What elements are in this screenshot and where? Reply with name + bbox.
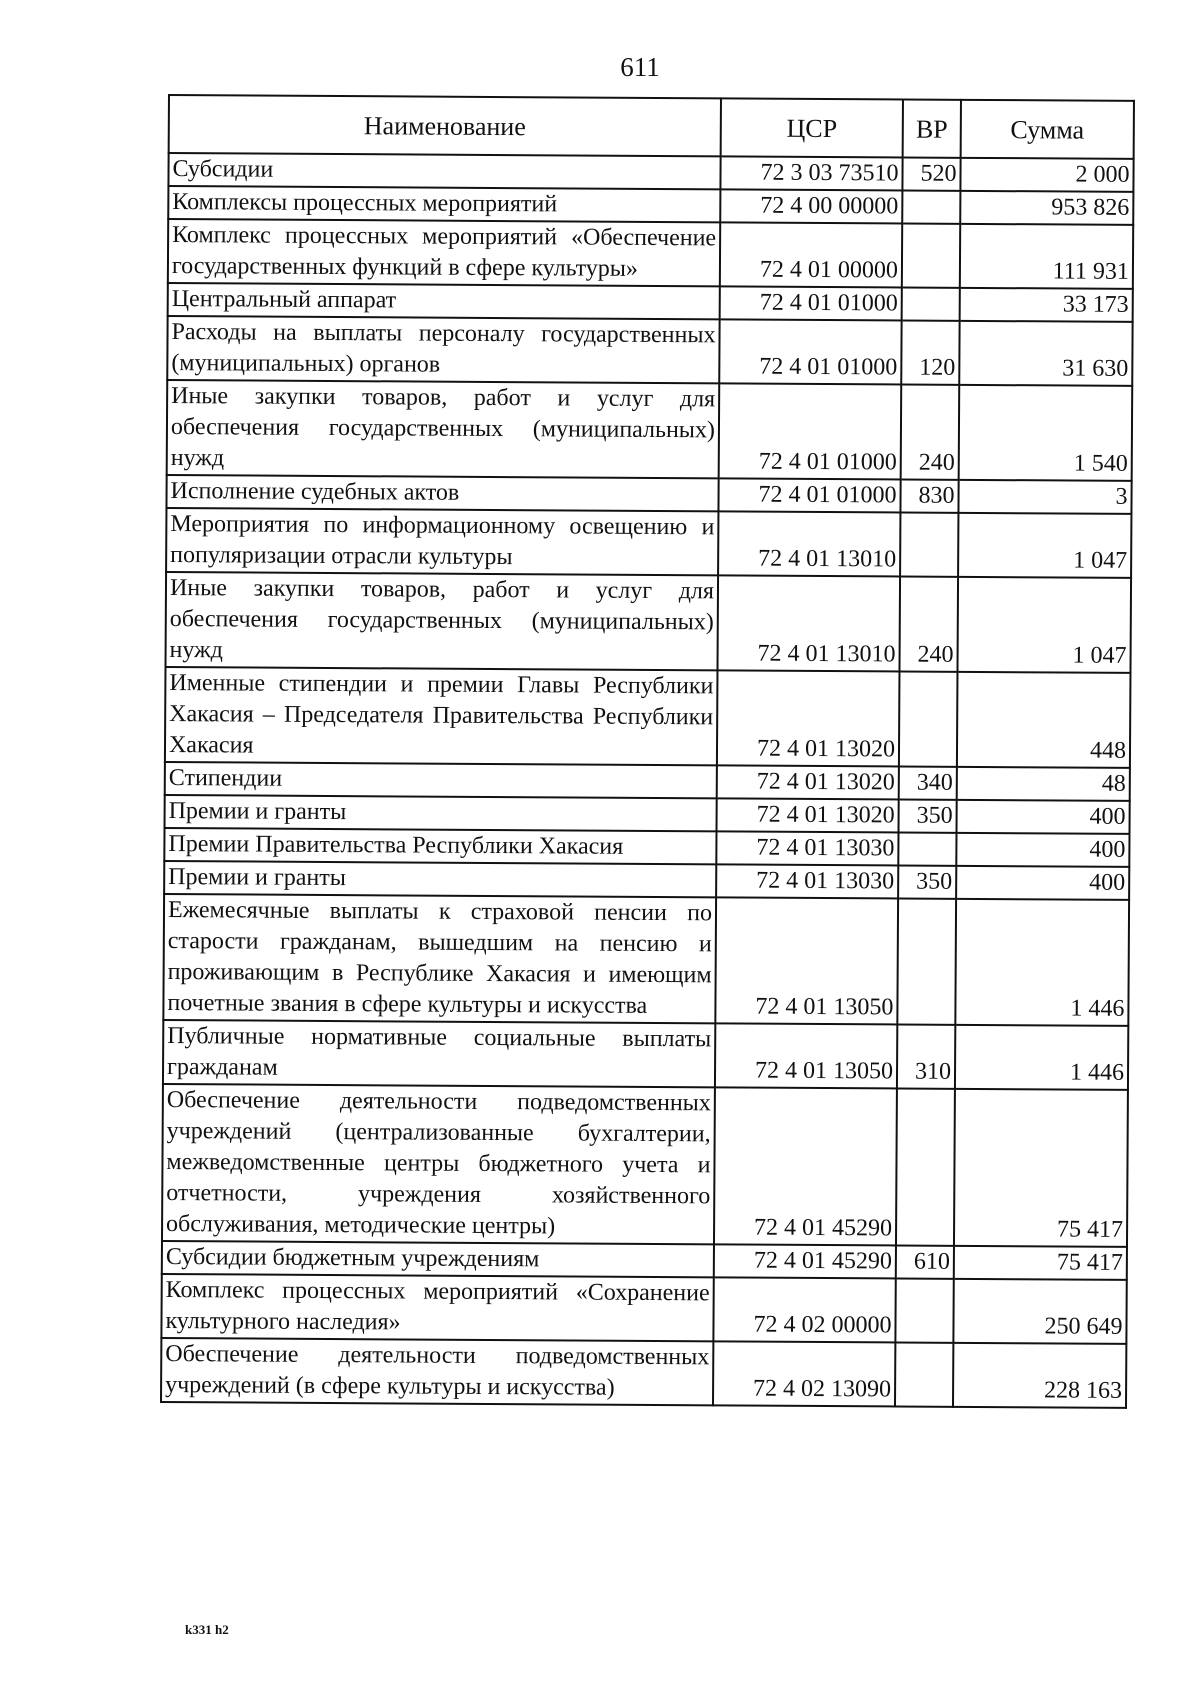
row-csr: 72 4 01 13020: [717, 798, 899, 832]
row-name: Иные закупки товаров, работ и услуг для обеспечения государственных (муниципальных) нужд: [165, 572, 718, 670]
row-name: Комплексы процессных мероприятий: [168, 186, 720, 222]
row-csr: 72 4 01 01000: [720, 286, 902, 320]
row-csr: 72 4 01 13020: [717, 765, 899, 799]
row-sum: 400: [957, 800, 1130, 834]
row-vr: [902, 223, 960, 287]
row-name: Публичные нормативные социальные выплаты гражданам: [163, 1020, 715, 1087]
row-csr: 72 4 01 13020: [717, 670, 900, 766]
row-name: Расходы на выплаты персоналу государственных (муниципальных) органов: [167, 316, 719, 383]
row-name: Мероприятия по информационному освещению и популяризации отрасли культуры: [166, 508, 718, 575]
row-sum: 400: [956, 833, 1129, 867]
table-row: [167, 316, 1132, 386]
row-vr: [902, 287, 960, 320]
row-csr: 72 4 01 13010: [717, 575, 900, 671]
table-row: [163, 1020, 1128, 1090]
row-name: Центральный аппарат: [168, 283, 720, 319]
row-sum: 1 047: [958, 513, 1131, 578]
row-csr: 72 4 00 00000: [720, 189, 902, 223]
row-sum: 228 163: [953, 1343, 1126, 1408]
row-vr: [896, 1088, 955, 1245]
row-sum: 31 630: [959, 321, 1132, 386]
page-number: 611: [620, 52, 660, 82]
table-row: [161, 1338, 1126, 1408]
row-vr: 240: [899, 576, 958, 671]
table-row: [165, 572, 1131, 673]
row-vr: [902, 190, 960, 223]
row-sum: 75 417: [954, 1089, 1128, 1247]
row-name: Обеспечение деятельности подведомственных учреждений (в сфере культуры и искусства): [161, 1338, 713, 1405]
row-name: Премии Правительства Республики Хакасия: [164, 828, 716, 864]
row-name: Ежемесячные выплаты к страховой пенсии по старости гражданам, вышедшим на пенсию и проживающим в Республике Хакасия и имеющим почетные звания в сфере культуры и искусства: [163, 894, 716, 1023]
row-sum: 1 047: [957, 577, 1131, 673]
row-sum: 1 540: [959, 385, 1133, 481]
row-name: Комплекс процессных мероприятий «Обеспечение государственных функций в сфере культуры»: [168, 219, 720, 286]
header-sum: Сумма: [961, 100, 1134, 159]
row-vr: 340: [899, 766, 957, 799]
row-csr: 72 4 01 45290: [714, 1244, 896, 1278]
row-sum: 75 417: [954, 1246, 1127, 1280]
row-csr: 72 3 03 73510: [720, 156, 902, 190]
row-vr: 120: [901, 320, 959, 384]
row-vr: 240: [901, 384, 960, 479]
row-vr: [900, 512, 958, 576]
row-csr: 72 4 01 13050: [715, 1023, 897, 1088]
row-vr: 350: [899, 799, 957, 832]
row-csr: 72 4 01 13010: [718, 511, 900, 576]
row-csr: 72 4 01 13030: [716, 831, 898, 865]
row-sum: 1 446: [955, 899, 1129, 1026]
row-csr: 72 4 01 01000: [719, 319, 901, 384]
row-csr: 72 4 01 13050: [715, 897, 898, 1024]
row-name: Субсидии бюджетным учреждениям: [162, 1241, 714, 1277]
row-csr: 72 4 01 00000: [720, 222, 902, 287]
row-sum: 33 173: [960, 288, 1133, 322]
budget-table: [160, 94, 1135, 1409]
row-vr: [897, 898, 956, 1024]
row-csr: 72 4 02 00000: [713, 1277, 895, 1342]
table-row: [167, 380, 1133, 481]
row-sum: 48: [957, 767, 1130, 801]
row-sum: 2 000: [960, 158, 1133, 192]
row-vr: [895, 1342, 953, 1406]
table-header-row: [169, 95, 1134, 159]
row-vr: 610: [896, 1245, 954, 1278]
row-vr: [895, 1278, 953, 1342]
row-vr: 520: [902, 157, 960, 190]
row-name: Субсидии: [168, 153, 720, 189]
footer-code: k331 h2: [185, 1622, 229, 1637]
row-csr: 72 4 01 45290: [714, 1087, 897, 1245]
table-row: [162, 1084, 1128, 1247]
row-csr: 72 4 01 01000: [718, 478, 900, 512]
row-vr: 350: [898, 865, 956, 898]
row-csr: 72 4 01 01000: [719, 383, 902, 479]
row-vr: [899, 671, 958, 766]
table-row: [166, 508, 1131, 578]
row-vr: 310: [897, 1024, 955, 1088]
row-sum: 3: [958, 480, 1131, 514]
row-name: Премии и гранты: [165, 795, 717, 831]
row-sum: 1 446: [955, 1025, 1128, 1090]
row-name: Комплекс процессных мероприятий «Сохранение культурного наследия»: [161, 1274, 713, 1341]
row-sum: 448: [957, 672, 1131, 768]
table-row: [165, 667, 1131, 768]
row-sum: 111 931: [960, 224, 1133, 289]
row-vr: 830: [900, 479, 958, 512]
header-name: Наименование: [169, 95, 721, 156]
header-csr: ЦСР: [721, 98, 903, 157]
row-sum: 250 649: [953, 1279, 1126, 1344]
row-sum: 953 826: [960, 191, 1133, 225]
row-sum: 400: [956, 866, 1129, 900]
row-name: Премии и гранты: [164, 861, 716, 897]
table-row: [163, 894, 1129, 1026]
row-vr: [898, 832, 956, 865]
row-name: Иные закупки товаров, работ и услуг для обеспечения государственных (муниципальных) нужд: [167, 380, 720, 478]
table-row: [161, 1274, 1126, 1344]
row-name: Исполнение судебных актов: [166, 475, 718, 511]
table-row: [168, 219, 1133, 289]
row-csr: 72 4 01 13030: [716, 864, 898, 898]
header-vr: ВР: [903, 99, 961, 157]
row-name: Обеспечение деятельности подведомственных учреждений (централизованные бухгалтерии, межведомственные центры бюджетного учета и отчетности, учреждения хозяйственного обслуживания, методические центры): [162, 1084, 715, 1244]
row-csr: 72 4 02 13090: [713, 1341, 895, 1406]
row-name: Именные стипендии и премии Главы Республики Хакасия – Председателя Правительства Республики Хакасия: [165, 667, 718, 765]
row-name: Стипендии: [165, 762, 717, 798]
